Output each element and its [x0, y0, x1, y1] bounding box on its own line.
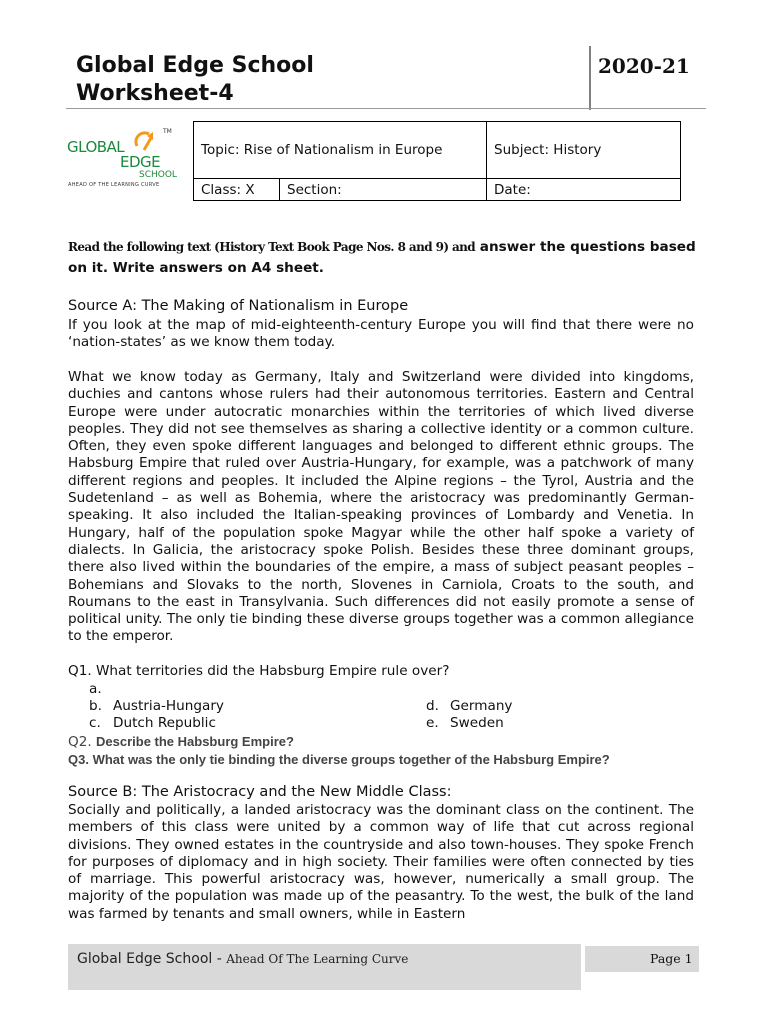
question-2	[68, 733, 294, 751]
section-cell: Section:	[280, 179, 487, 201]
option-d-letter: d.	[426, 698, 439, 714]
option-c: Dutch Republic	[113, 715, 216, 731]
source-a-heading: Source A: The Making of Nationalism in Europe	[68, 298, 409, 314]
source-b-heading: Source B: The Aristocracy and the New Middle Class:	[68, 784, 452, 800]
logo-edge: EDGE	[120, 153, 161, 171]
question-2-prefix: Q2.	[68, 734, 96, 750]
page-number: Page 1	[650, 951, 693, 966]
option-b: Austria-Hungary	[113, 698, 224, 714]
topic-cell: Topic: Rise of Nationalism in Europe	[194, 122, 487, 179]
instructions-part1: Read the following text (History Text Book Page Nos. 8 and 9) and	[68, 240, 476, 254]
question-1: Q1. What territories did the Habsburg Empire rule over?	[68, 663, 450, 679]
source-a-para2: What we know today as Germany, Italy and Switzerland were divided into kingdoms, duchies and cantons whose rulers had their autonomous territories. Eastern and Central Europe were under autocratic monarchies within the territories of which lived diverse peoples. They did not see themselves as sharing a collective identity or a common culture. Often, they even spoke different languages and belonged to different ethnic groups. The Habsburg Empire that ruled over Austria-Hungary, for example, was a patchwork of many different regions and peoples. It included the Alpine regions – the Tyrol, Austria and the Sudetenland – as well as Bohemia, where the aristocracy was predominantly German-speaking. It also included the Italian-speaking provinces of Lombardy and Venetia. In Hungary, half of the population spoke Magyar while the other half spoke a variety of dialects. In Galicia, the aristocracy spoke Polish. Besides these three dominant groups, there also lived within the boundaries of the empire, a mass of subject peasant peoples – Bohemians and Slovaks to the north, Slovenes in Carniola, Croats to the south, and Roumans to the east in Transylvania. Such differences did not easily promote a sense of political unity. The only tie binding these diverse groups together was a common allegiance to the emperor.	[68, 369, 694, 645]
school-logo	[67, 128, 177, 190]
option-e-letter: e.	[426, 715, 439, 731]
header-divider	[589, 46, 591, 110]
subject-cell: Subject: History	[487, 122, 681, 179]
logo-global: GLOBAL	[67, 138, 125, 156]
logo-tagline: AHEAD OF THE LEARNING CURVE	[68, 182, 160, 188]
class-cell: Class: X	[194, 179, 280, 201]
logo-school: SCHOOL	[139, 170, 177, 180]
instructions-part2: answer the questions based on it. Write answers on A4 sheet.	[68, 239, 696, 276]
school-name	[76, 52, 314, 108]
source-b-para: Socially and politically, a landed aristocracy was the dominant class on the continent. The members of this class were united by a common way of life that cut across regional divisions. They owned estates in the countryside and also town-houses. They spoke French for purposes of diplomacy and in high society. Their families were often connected by ties of marriage. This powerful aristocracy was, however, numerically a small group. The majority of the population was made up of the peasantry. To the west, the bulk of the land was farmed by tenants and small owners, while in Eastern	[68, 802, 694, 922]
option-c-letter: c.	[89, 715, 101, 731]
date-cell: Date:	[487, 179, 681, 201]
option-d: Germany	[450, 698, 513, 714]
instructions	[68, 237, 698, 279]
worksheet-info-table	[193, 121, 681, 201]
source-a-para1: If you look at the map of mid-eighteenth-century Europe you will find that there were no ‘nation-states’ as we know them today.	[68, 317, 694, 351]
header-rule	[66, 108, 706, 109]
option-e: Sweden	[450, 715, 504, 731]
question-2-text: Describe the Habsburg Empire?	[96, 734, 294, 749]
arrow-swoosh-icon	[131, 128, 161, 154]
footer-text	[77, 951, 408, 967]
option-a: a.	[89, 681, 102, 697]
trademark: TM	[163, 128, 172, 135]
option-b-letter: b.	[89, 698, 102, 714]
academic-year: 2020-21	[598, 54, 690, 78]
worksheet-title: Worksheet-4	[76, 81, 234, 106]
footer-school: Global Edge School -	[77, 951, 227, 967]
footer-tagline: Ahead Of The Learning Curve	[226, 952, 409, 966]
question-3: Q3. What was the only tie binding the diverse groups together of the Habsburg Empire?	[68, 752, 610, 767]
school-title: Global Edge School	[76, 53, 314, 78]
